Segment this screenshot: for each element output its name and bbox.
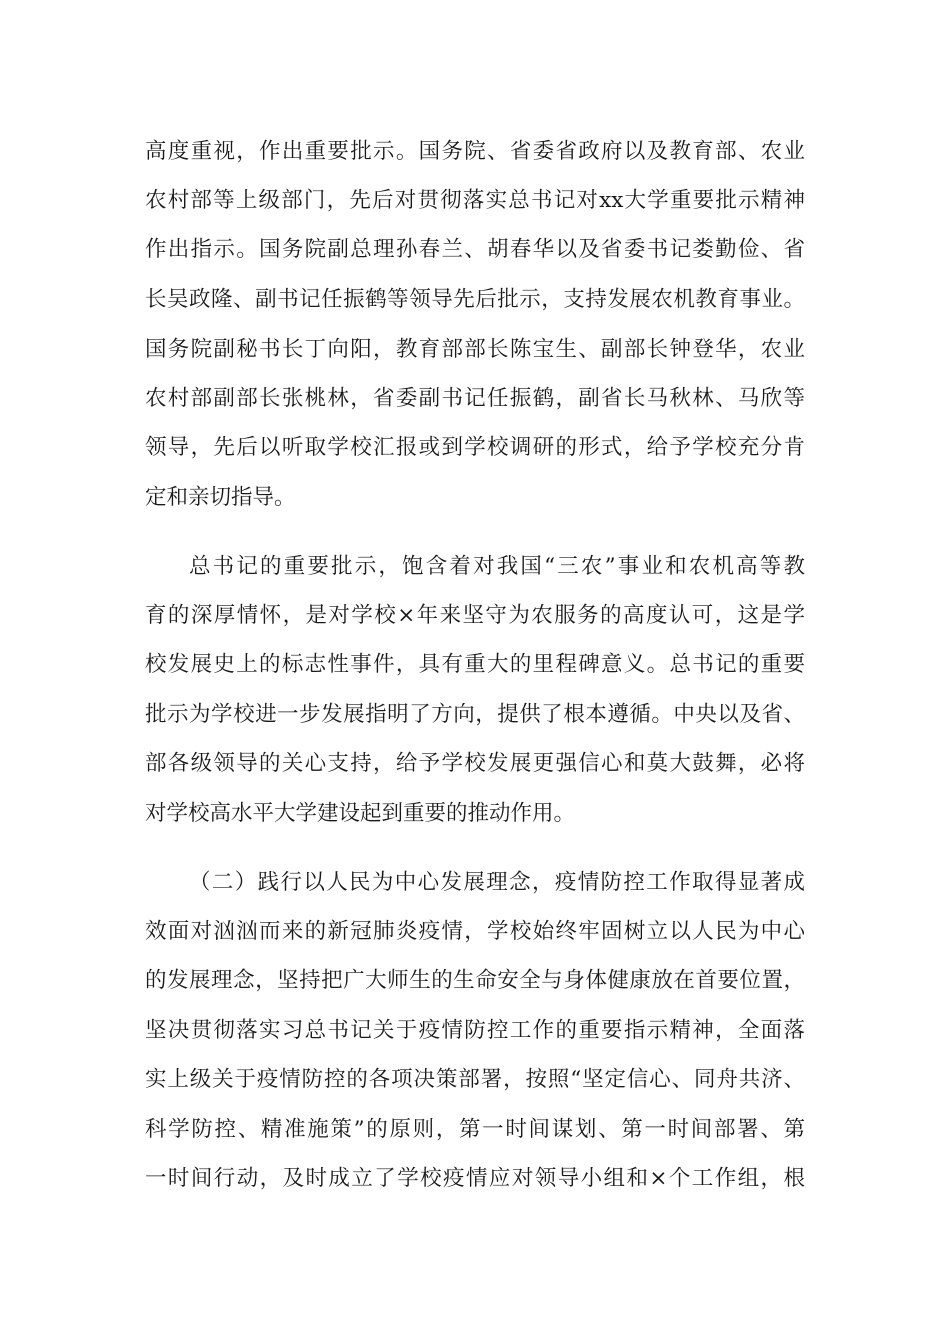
- text-line: 作出指示。国务院副总理孙春兰、胡春华以及省委书记娄勤俭、省: [145, 237, 805, 262]
- text-line: 育的深厚情怀，是对学校×年来坚守为农服务的高度认可，这是学: [145, 603, 805, 628]
- text-line: 批示为学校进一步发展指明了方向，提供了根本遵循。中央以及省、: [145, 702, 805, 727]
- text-line: 领导，先后以听取学校汇报或到学校调研的形式，给予学校充分肯: [145, 435, 805, 460]
- text-line: 农村部等上级部门，先后对贯彻落实总书记对xx大学重要批示精神: [145, 188, 805, 213]
- text-line: 总书记的重要批示，饱含着对我国“三农”事业和农机高等教: [189, 554, 805, 579]
- text-line: 定和亲切指导。: [145, 485, 296, 510]
- text-line: 一时间行动，及时成立了学校疫情应对领导小组和×个工作组，根: [145, 1166, 805, 1191]
- text-line: 实上级关于疫情防控的各项决策部署，按照“坚定信心、同舟共济、: [145, 1067, 805, 1092]
- text-line: 部各级领导的关心支持，给予学校发展更强信心和莫大鼓舞，必将: [145, 751, 805, 776]
- text-line: 对学校高水平大学建设起到重要的推动作用。: [145, 801, 576, 826]
- text-line: （二）践行以人民为中心发展理念，疫情防控工作取得显著成: [189, 870, 805, 895]
- text-line: 坚决贯彻落实习总书记关于疫情防控工作的重要指示精神，全面落: [145, 1018, 805, 1043]
- text-line: 高度重视，作出重要批示。国务院、省委省政府以及教育部、农业: [145, 139, 805, 164]
- text-line: 长吴政隆、副书记任振鹤等领导先后批示，支持发展农机教育事业。: [145, 287, 805, 312]
- text-line: 科学防控、精准施策”的原则，第一时间谋划、第一时间部署、第: [145, 1117, 805, 1142]
- text-line: 的发展理念，坚持把广大师生的生命安全与身体健康放在首要位置，: [145, 968, 805, 993]
- text-line: 农村部副部长张桃林，省委副书记任振鹤，副省长马秋林、马欣等: [145, 386, 805, 411]
- text-line: 国务院副秘书长丁向阳，教育部部长陈宝生、副部长钟登华，农业: [145, 337, 805, 362]
- text-line: 效面对汹汹而来的新冠肺炎疫情，学校始终牢固树立以人民为中心: [145, 919, 805, 944]
- text-line: 校发展史上的标志性事件，具有重大的里程碑意义。总书记的重要: [145, 652, 805, 677]
